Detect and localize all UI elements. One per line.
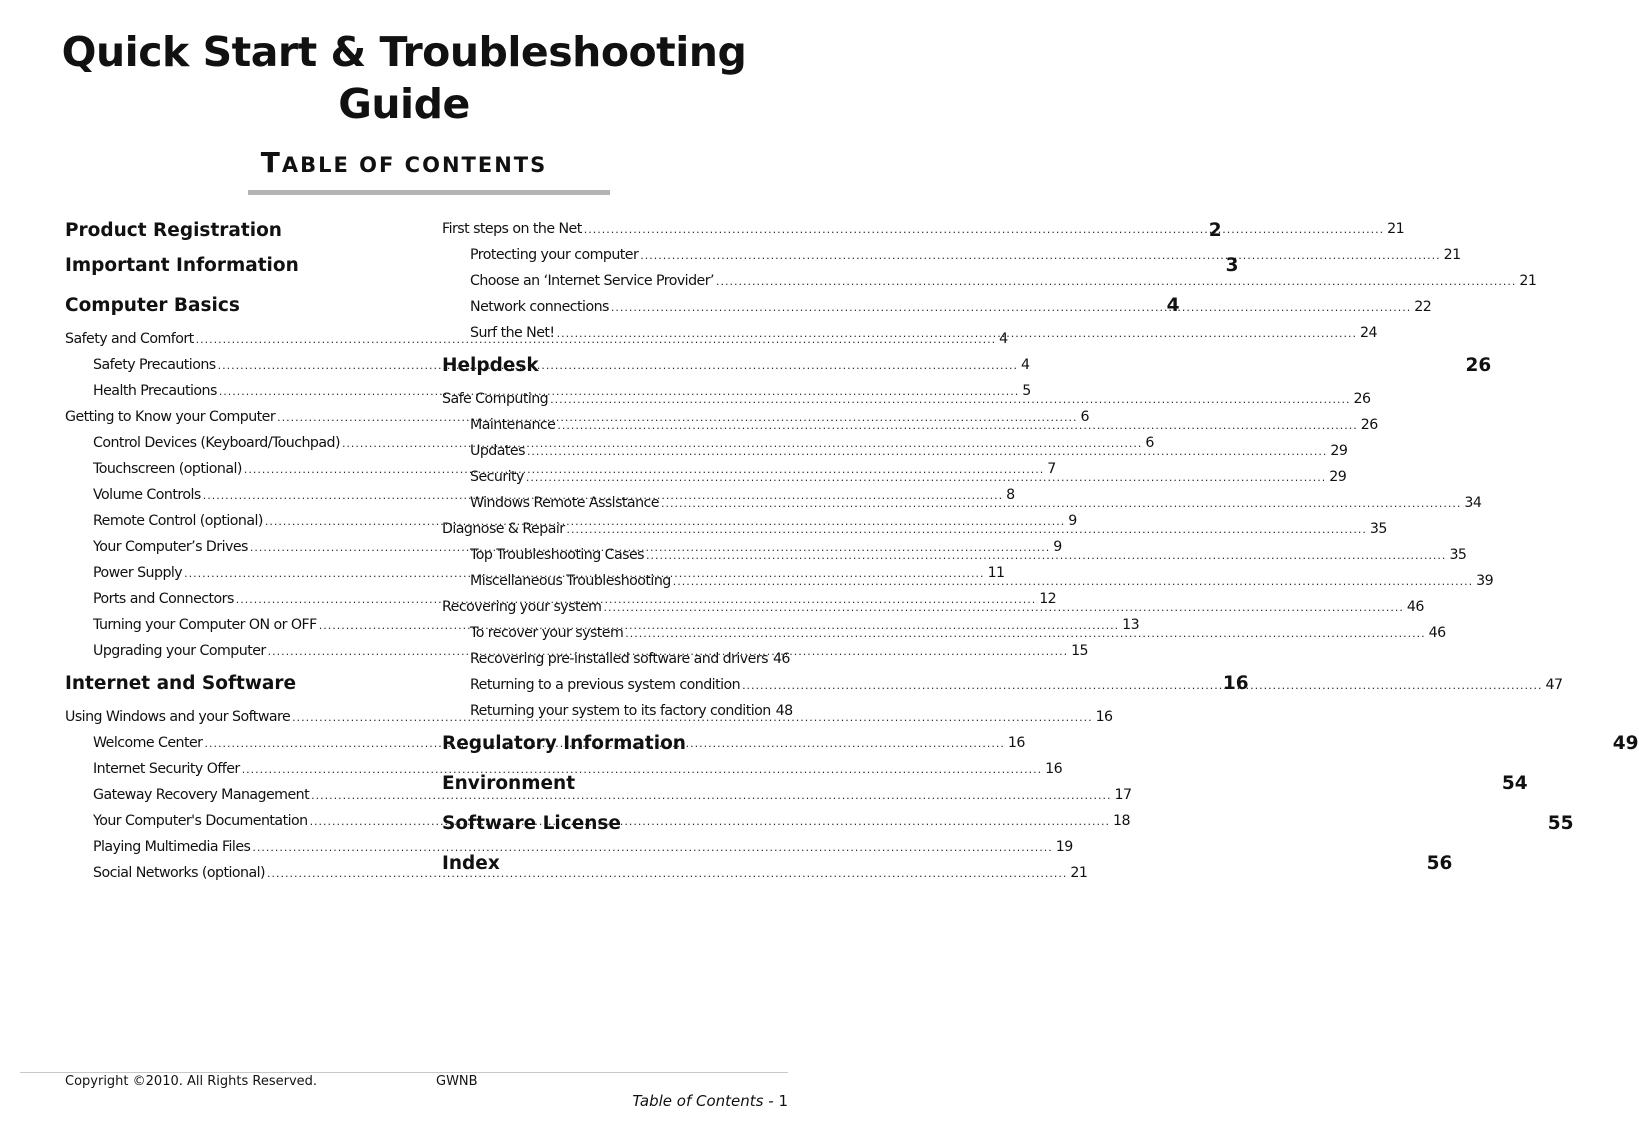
toc-page-number: 39 [1476, 573, 1494, 589]
toc-entry-title: Maintenance [470, 417, 556, 433]
toc-page-number: 21 [1070, 865, 1088, 881]
toc-subentry[interactable] [442, 542, 1467, 568]
toc-entry-title: Ports and Connectors [93, 591, 234, 607]
toc-page-number: 19 [1055, 839, 1073, 855]
model-code: GWNB [436, 1074, 478, 1089]
toc-page-number: 7 [1047, 461, 1056, 477]
toc-page-number: 54 [1501, 773, 1528, 794]
toc-section-heading[interactable] [442, 346, 1492, 386]
copyright-notice: Copyright ©2010. All Rights Reserved. [65, 1074, 318, 1089]
toc-subentry[interactable] [442, 412, 1378, 438]
toc-entry-title: Your Computer’s Drives [93, 539, 248, 555]
toc-entry-title: Regulatory Information [442, 733, 686, 754]
toc-entry[interactable] [442, 516, 1387, 542]
toc-entry-title: Remote Control (optional) [93, 513, 263, 529]
toc-subentry[interactable] [442, 438, 1348, 464]
toc-page-number: 4 [1021, 357, 1030, 373]
toc-page-number: 46 [1428, 625, 1446, 641]
toc-entry-title: Security [470, 469, 524, 485]
dot-leader [526, 465, 1326, 491]
toc-page-number: 3 [1225, 255, 1239, 276]
toc-entry-title: Gateway Recovery Management [93, 787, 310, 803]
toc-page-number: 21 [1387, 221, 1405, 237]
page-footer-label [632, 1092, 788, 1110]
page-number: 1 [778, 1092, 788, 1110]
toc-page-number: 6 [1145, 435, 1154, 451]
dot-leader [567, 517, 1367, 543]
toc-page-number: 9 [1068, 513, 1077, 529]
toc-page-number: 49 [1612, 733, 1639, 754]
toc-entry-title: Recovering pre-installed software and drivers [470, 651, 768, 667]
toc-subentry[interactable] [65, 756, 1063, 782]
section-label: Table of Contents - [632, 1092, 774, 1110]
toc-page-number: 4 [1166, 295, 1180, 316]
toc-entry-title: Index [442, 853, 500, 874]
toc-entry-title: Touchscreen (optional) [93, 461, 242, 477]
toc-entry-title: Important Information [65, 255, 299, 276]
toc-page-number: 12 [1039, 591, 1057, 607]
toc-page-number: 16 [1007, 735, 1025, 751]
toc-page-number: 26 [1353, 391, 1371, 407]
dot-leader [557, 321, 1357, 347]
toc-page-number: 46 [772, 651, 790, 667]
toc-entry-title: Protecting your computer [470, 247, 639, 263]
toc-entry-title: Upgrading your Computer [93, 643, 266, 659]
toc-entry-title: Internet Security Offer [93, 761, 240, 777]
heading-underline [248, 190, 610, 195]
toc-entry-title: Software License [442, 813, 621, 834]
toc-page-number: 16 [1222, 673, 1249, 694]
toc-entry-title: Welcome Center [93, 735, 203, 751]
toc-page-number: 17 [1114, 787, 1132, 803]
toc-page-number: 6 [1080, 409, 1090, 425]
toc-entry-title: Control Devices (Keyboard/Touchpad) [93, 435, 340, 451]
toc-entry-title: To recover your system [470, 625, 624, 641]
dot-leader [603, 595, 1403, 621]
toc-entry-title: Volume Controls [93, 487, 201, 503]
toc-page-number: 35 [1369, 521, 1387, 537]
dot-leader [550, 387, 1350, 413]
toc-page-number: 21 [1443, 247, 1461, 263]
toc-entry-title: Top Troubleshooting Cases [470, 547, 645, 563]
toc-page-number: 13 [1122, 617, 1140, 633]
toc-entry-title: Helpdesk [442, 355, 539, 376]
dot-leader [646, 543, 1446, 569]
dot-leader [557, 413, 1357, 439]
toc-entry-title: Miscellaneous Troubleshooting [470, 573, 671, 589]
toc-page-number: 48 [775, 703, 793, 719]
dot-leader [584, 217, 1384, 243]
toc-entry-title: Returning your system to its factory condition [470, 703, 771, 719]
toc-subentry[interactable] [442, 464, 1347, 490]
toc-entry-title: Your Computer's Documentation [93, 813, 308, 829]
toc-entry-title: First steps on the Net [442, 221, 582, 237]
toc-subentry[interactable] [442, 490, 1482, 516]
dot-leader [640, 243, 1440, 269]
toc-entry-title: Using Windows and your Software [65, 709, 291, 725]
title-line-2: Guide [338, 80, 470, 128]
toc-page-number: 9 [1053, 539, 1062, 555]
toc-entry[interactable] [442, 386, 1371, 412]
toc-page-number: 18 [1112, 813, 1130, 829]
toc-subentry[interactable] [65, 834, 1073, 860]
toc-page-number: 55 [1547, 813, 1574, 834]
dot-leader [661, 491, 1461, 517]
toc-page-number: 5 [1022, 383, 1031, 399]
toc-entry-title: Safety Precautions [93, 357, 216, 373]
toc-page-number: 8 [1006, 487, 1015, 503]
toc-page-number: 21 [1519, 273, 1537, 289]
toc-entry-title: Updates [470, 443, 525, 459]
dot-leader [625, 621, 1425, 647]
toc-entry-title: Returning to a previous system condition [470, 677, 741, 693]
toc-page-number: 22 [1414, 299, 1432, 315]
toc-page-number: 26 [1360, 417, 1378, 433]
toc-entry-title: Power Supply [93, 565, 183, 581]
dot-leader [527, 439, 1327, 465]
toc-page-number: 4 [999, 331, 1008, 347]
toc-entry-title: Product Registration [65, 220, 282, 241]
dot-leader [673, 569, 1473, 595]
toc-page-number: 16 [1095, 709, 1113, 725]
toc-subentry[interactable] [442, 646, 790, 672]
title-line-1: Quick Start & Troubleshooting [61, 28, 747, 76]
toc-heading: TABLE OF CONTENTS [260, 146, 548, 179]
dot-leader [611, 295, 1411, 321]
toc-page-number: 35 [1449, 547, 1467, 563]
toc-page-number: 24 [1359, 325, 1377, 341]
toc-page-number: 29 [1330, 443, 1348, 459]
toc-entry-title: Environment [442, 773, 576, 794]
toc-entry-title: Turning your Computer ON or OFF [93, 617, 317, 633]
toc-page-number: 56 [1426, 853, 1453, 874]
footer-divider [20, 1072, 788, 1073]
toc-entry-title: Getting to Know your Computer [65, 409, 276, 425]
toc-entry-title: Playing Multimedia Files [93, 839, 251, 855]
toc-subentry[interactable] [442, 294, 1432, 320]
toc-entry-title: Safe Computing [442, 391, 549, 407]
toc-entry-title: Safety and Comfort [65, 331, 194, 347]
toc-page-number: 11 [987, 565, 1005, 581]
toc-entry-title: Internet and Software [65, 673, 297, 694]
toc-entry[interactable] [442, 216, 1405, 242]
toc-page-number: 2 [1208, 220, 1222, 241]
toc-page-number: 26 [1465, 355, 1492, 376]
toc-entry-title: Recovering your system [442, 599, 602, 615]
toc-entry-title: Network connections [470, 299, 609, 315]
document-title [0, 26, 808, 130]
toc-entry-title: Diagnose & Repair [442, 521, 565, 537]
toc-page-number: 29 [1329, 469, 1347, 485]
toc-subentry[interactable] [442, 320, 1377, 346]
toc-page-number: 46 [1406, 599, 1424, 615]
toc-entry-title: Social Networks (optional) [93, 865, 265, 881]
toc-subentry[interactable] [442, 698, 793, 724]
toc-page-number: 15 [1071, 643, 1089, 659]
toc-subentry[interactable] [442, 242, 1461, 268]
toc-subentry[interactable] [442, 268, 1537, 294]
toc-entry-title: Computer Basics [65, 295, 240, 316]
toc-entry-title: Surf the Net! [470, 325, 555, 341]
toc-entry-title: Windows Remote Assistance [470, 495, 659, 511]
toc-entry-title: Health Precautions [93, 383, 217, 399]
toc-page-number: 47 [1545, 677, 1563, 693]
toc-entry-title: Choose an ‘Internet Service Provider’ [470, 273, 714, 289]
dot-leader [716, 269, 1516, 295]
toc-page-number: 34 [1464, 495, 1482, 511]
dot-leader [742, 673, 1542, 699]
toc-page-number: 16 [1045, 761, 1063, 777]
